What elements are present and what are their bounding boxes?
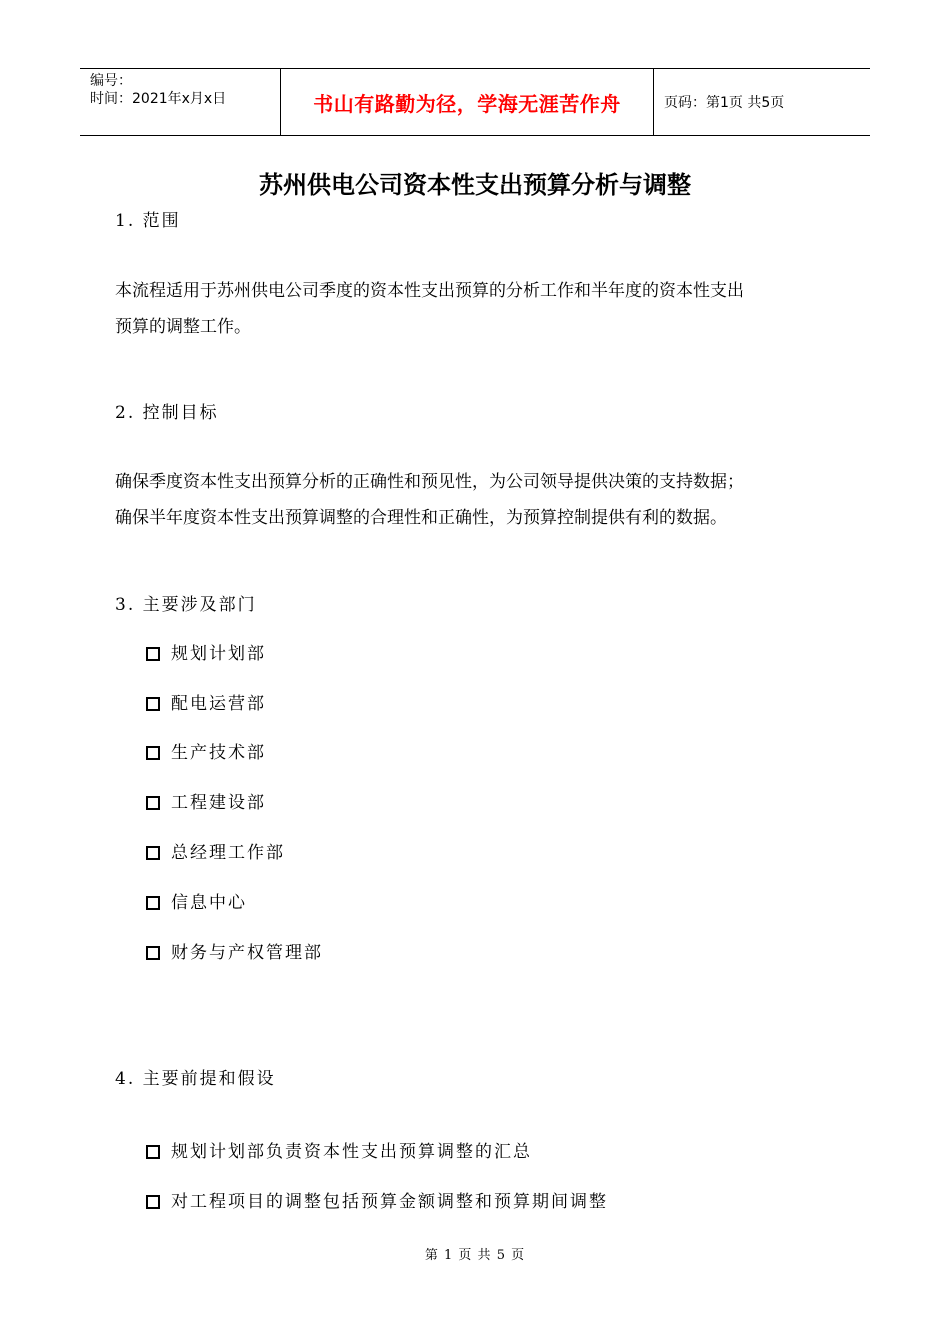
list-item bbox=[146, 741, 266, 765]
document-title: 苏州供电公司资本性支出预算分析与调整 bbox=[259, 171, 691, 199]
checkbox-bullet-icon bbox=[146, 647, 160, 661]
list-item-label: 生产技术部 bbox=[171, 743, 266, 763]
list-item-label: 信息中心 bbox=[171, 893, 247, 913]
list-item bbox=[146, 841, 285, 865]
section-heading-scope: 1. 范围 bbox=[115, 211, 181, 231]
list-item-label: 财务与产权管理部 bbox=[171, 943, 323, 963]
list-item-label: 配电运营部 bbox=[171, 694, 266, 714]
header-meta bbox=[80, 69, 281, 135]
list-item-label: 工程建设部 bbox=[171, 793, 266, 813]
list-item bbox=[146, 642, 266, 666]
page-footer: 第 1 页 共 5 页 bbox=[424, 1248, 526, 1263]
document-number-label: 编号： bbox=[90, 73, 132, 89]
paragraph-line: 预算的调整工作。 bbox=[115, 317, 251, 337]
list-item-label: 规划计划部负责资本性支出预算调整的汇总 bbox=[171, 1142, 532, 1162]
list-item bbox=[146, 891, 247, 915]
section-paragraph-control-objective bbox=[115, 464, 835, 536]
list-item-label: 规划计划部 bbox=[171, 644, 266, 664]
checkbox-bullet-icon bbox=[146, 746, 160, 760]
section-paragraph-scope bbox=[115, 273, 835, 345]
checkbox-bullet-icon bbox=[146, 896, 160, 910]
document-header bbox=[80, 68, 870, 136]
checkbox-bullet-icon bbox=[146, 846, 160, 860]
document-time-label: 时间：2021年x月x日 bbox=[90, 91, 227, 107]
list-item-label: 总经理工作部 bbox=[171, 843, 285, 863]
checkbox-bullet-icon bbox=[146, 1195, 160, 1209]
header-page-info: 页码：第1页 共5页 bbox=[664, 95, 785, 111]
checkbox-bullet-icon bbox=[146, 946, 160, 960]
section-heading-departments: 3. 主要涉及部门 bbox=[115, 595, 257, 615]
checkbox-bullet-icon bbox=[146, 1145, 160, 1159]
paragraph-line: 确保季度资本性支出预算分析的正确性和预见性，为公司领导提供决策的支持数据； bbox=[115, 472, 744, 492]
header-motto: 书山有路勤为径，学海无涯苦作舟 bbox=[281, 69, 654, 135]
section-heading-assumptions: 4. 主要前提和假设 bbox=[115, 1069, 276, 1089]
list-item bbox=[146, 692, 266, 716]
list-item bbox=[146, 1140, 532, 1164]
checkbox-bullet-icon bbox=[146, 697, 160, 711]
list-item bbox=[146, 1190, 608, 1214]
list-item-label: 对工程项目的调整包括预算金额调整和预算期间调整 bbox=[171, 1192, 608, 1212]
checkbox-bullet-icon bbox=[146, 796, 160, 810]
list-item bbox=[146, 791, 266, 815]
section-heading-control-objective: 2. 控制目标 bbox=[115, 403, 219, 423]
paragraph-line: 本流程适用于苏州供电公司季度的资本性支出预算的分析工作和半年度的资本性支出 bbox=[115, 281, 744, 301]
list-item bbox=[146, 941, 323, 965]
paragraph-line: 确保半年度资本性支出预算调整的合理性和正确性，为预算控制提供有利的数据。 bbox=[115, 508, 727, 528]
